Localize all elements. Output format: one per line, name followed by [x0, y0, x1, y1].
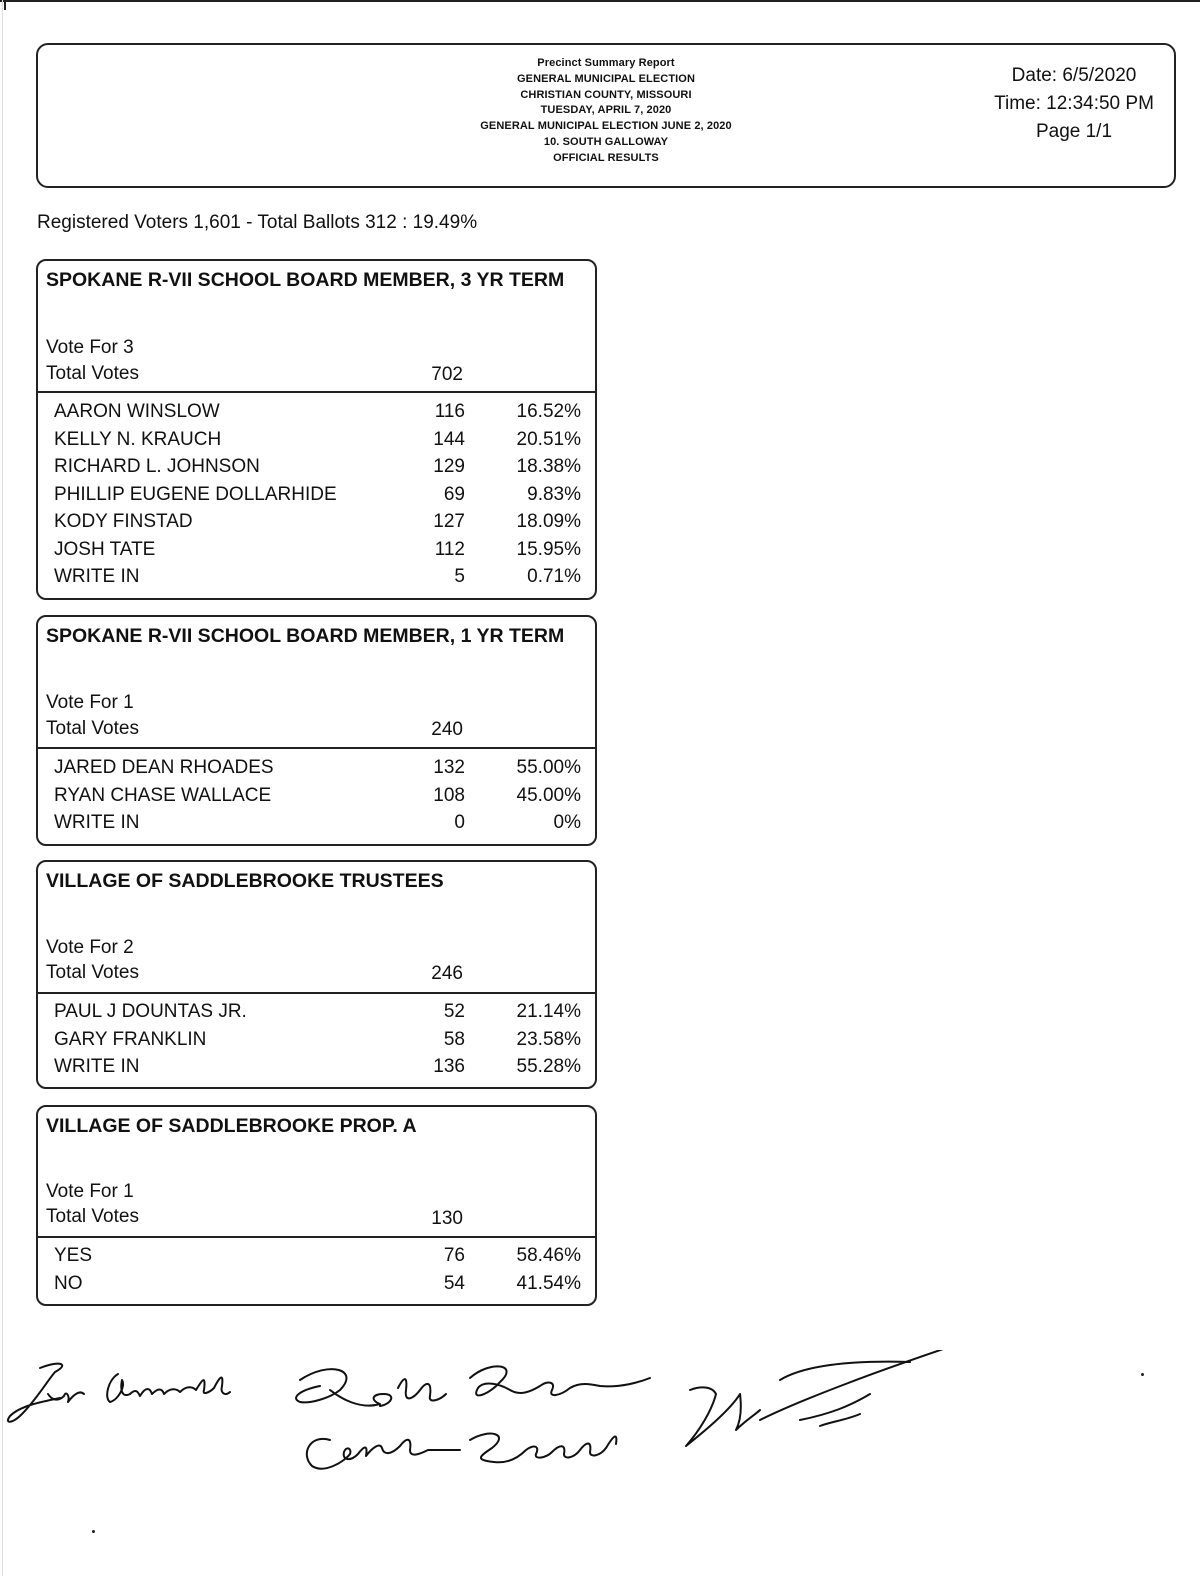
candidate-name: WRITE IN — [54, 1056, 140, 1077]
corner-tick — [4, 0, 6, 10]
election-name: GENERAL MUNICIPAL ELECTION — [517, 72, 695, 85]
candidate-name: YES — [54, 1245, 93, 1266]
total-votes-label: Total Votes — [46, 962, 139, 983]
report-time: Time: 12:34:50 PM — [994, 93, 1154, 114]
candidate-row — [54, 429, 581, 456]
candidate-votes: 5 — [454, 566, 465, 587]
top-border-line — [0, 0, 1200, 8]
vote-for-label: Vote For 1 — [46, 692, 134, 713]
total-votes-value: 702 — [431, 364, 463, 385]
total-votes-label: Total Votes — [46, 718, 139, 739]
candidate-row — [54, 1245, 581, 1272]
candidate-name: JARED DEAN RHOADES — [54, 757, 274, 778]
vote-for-label: Vote For 3 — [46, 337, 134, 358]
candidate-percent: 9.83% — [527, 483, 581, 505]
candidate-votes: 116 — [434, 401, 465, 422]
precinct-name: 10. SOUTH GALLOWAY — [543, 135, 669, 148]
candidate-percent: 55.28% — [516, 1056, 581, 1077]
candidate-votes: 76 — [443, 1245, 465, 1266]
stray-mark — [92, 1530, 95, 1533]
results-status: OFFICIAL RESULTS — [553, 151, 659, 164]
candidate-votes: 54 — [443, 1273, 465, 1294]
candidate-percent: 45.00% — [516, 784, 581, 806]
candidate-percent: 18.38% — [516, 456, 581, 477]
turnout-summary: Registered Voters 1,601 - Total Ballots 312 : 19.49% — [37, 212, 478, 233]
candidate-votes: 108 — [433, 784, 465, 806]
candidate-votes: 0 — [454, 812, 465, 833]
candidate-name: PHILLIP EUGENE DOLLARHIDE — [54, 483, 337, 505]
candidate-row — [54, 484, 581, 511]
candidate-row — [54, 401, 581, 428]
county-name: CHRISTIAN COUNTY, MISSOURI — [520, 88, 692, 101]
page-number: Page 1/1 — [1035, 121, 1113, 142]
contest-title: VILLAGE OF SADDLEBROOKE TRUSTEES — [46, 870, 444, 892]
candidate-votes: 132 — [433, 757, 465, 778]
candidate-percent: 15.95% — [516, 538, 581, 560]
candidate-row — [54, 757, 581, 784]
candidate-name: RYAN CHASE WALLACE — [54, 784, 272, 806]
report-header — [36, 43, 1176, 188]
vote-for-label: Vote For 2 — [46, 937, 134, 958]
candidate-votes: 136 — [433, 1056, 465, 1077]
candidate-row — [54, 566, 581, 593]
candidate-row — [54, 1273, 581, 1300]
candidate-votes: 112 — [434, 538, 465, 560]
contest-title: SPOKANE R-VII SCHOOL BOARD MEMBER, 3 YR TERM — [46, 269, 565, 291]
candidate-name: KELLY N. KRAUCH — [54, 428, 222, 450]
stray-mark — [1141, 1373, 1144, 1376]
contest-box — [36, 615, 597, 846]
contest-box — [36, 259, 597, 600]
candidate-name: RICHARD L. JOHNSON — [54, 456, 260, 477]
contest-divider — [38, 391, 595, 393]
candidate-row — [54, 1056, 581, 1083]
contest-box — [36, 860, 597, 1089]
candidate-row — [54, 812, 581, 839]
candidate-percent: 41.54% — [516, 1273, 581, 1294]
candidate-percent: 18.09% — [516, 511, 581, 532]
candidate-row — [54, 1001, 581, 1028]
candidate-percent: 0% — [553, 812, 581, 833]
candidate-name: GARY FRANKLIN — [54, 1028, 207, 1050]
report-title: Precinct Summary Report — [537, 57, 675, 69]
election-subtitle: GENERAL MUNICIPAL ELECTION JUNE 2, 2020 — [480, 120, 732, 133]
signature-2 — [296, 1366, 650, 1406]
total-votes-value: 246 — [431, 963, 463, 984]
contest-title: SPOKANE R-VII SCHOOL BOARD MEMBER, 1 YR TERM — [46, 625, 565, 647]
candidate-name: NO — [54, 1273, 83, 1294]
candidate-votes: 52 — [443, 1001, 465, 1022]
candidate-votes: 144 — [433, 428, 465, 450]
contest-title: VILLAGE OF SADDLEBROOKE PROP. A — [46, 1115, 417, 1137]
report-meta — [984, 62, 1164, 146]
contest-box — [36, 1105, 597, 1306]
total-votes-value: 130 — [431, 1208, 463, 1229]
candidate-name: WRITE IN — [54, 566, 140, 587]
candidate-percent: 23.58% — [516, 1028, 581, 1050]
candidate-percent: 20.51% — [516, 428, 581, 450]
vote-for-label: Vote For 1 — [46, 1181, 134, 1202]
total-votes-label: Total Votes — [46, 363, 139, 384]
candidate-row — [54, 456, 581, 483]
candidate-name: WRITE IN — [54, 812, 140, 833]
candidate-row — [54, 511, 581, 538]
candidate-votes: 127 — [433, 511, 465, 532]
report-date: Date: 6/5/2020 — [1011, 65, 1137, 86]
candidate-row — [54, 785, 581, 812]
candidate-name: AARON WINSLOW — [54, 401, 220, 422]
candidate-percent: 16.52% — [516, 401, 581, 422]
signature-4 — [686, 1350, 970, 1446]
total-votes-label: Total Votes — [46, 1206, 139, 1227]
signatures-area — [0, 1350, 1200, 1510]
candidate-name: PAUL J DOUNTAS JR. — [54, 1001, 247, 1022]
total-votes-value: 240 — [431, 719, 463, 740]
contest-divider — [38, 992, 595, 994]
election-date: TUESDAY, APRIL 7, 2020 — [540, 104, 672, 117]
candidate-percent: 21.14% — [516, 1001, 581, 1022]
candidate-row — [54, 539, 581, 566]
contest-divider — [38, 747, 595, 749]
candidate-percent: 55.00% — [516, 757, 581, 778]
candidate-name: KODY FINSTAD — [54, 511, 193, 532]
candidate-percent: 58.46% — [516, 1245, 581, 1266]
candidate-votes: 69 — [443, 483, 465, 505]
candidate-votes: 129 — [433, 456, 465, 477]
candidate-name: JOSH TATE — [54, 538, 156, 560]
candidate-row — [54, 1029, 581, 1056]
candidate-votes: 58 — [443, 1028, 465, 1050]
contest-divider — [38, 1236, 595, 1238]
left-edge-rule — [2, 0, 3, 1576]
signature-3 — [307, 1434, 617, 1469]
signature-1 — [8, 1364, 230, 1422]
candidate-percent: 0.71% — [527, 566, 581, 587]
